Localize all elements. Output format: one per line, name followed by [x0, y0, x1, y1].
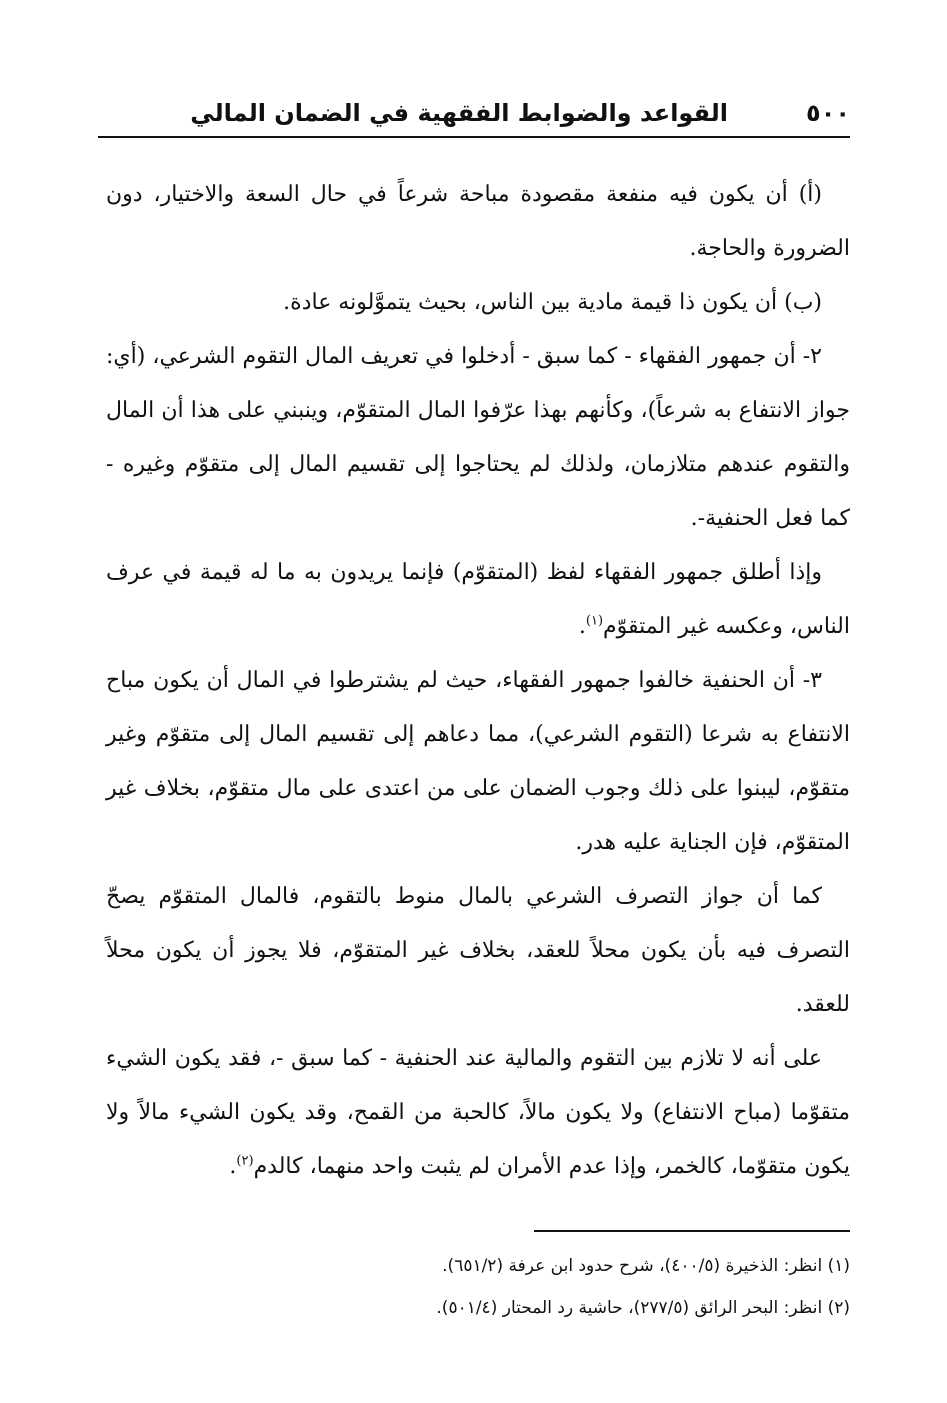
paragraph-text: (أ) أن يكون فيه منفعة مقصودة مباحة شرعاً في حال السعة والاختيار، دون الضرورة والحاجة.: [106, 182, 850, 261]
footnote-ref-2[interactable]: (٢): [236, 1153, 254, 1169]
running-title: القواعد والضوابط الفقهية في الضمان المالي: [190, 99, 728, 127]
paragraph-text: وإذا أطلق جمهور الفقهاء لفظ (المتقوّم) فإنما يريدون به ما له قيمة في عرف الناس، وعكسه غير المتقوّم: [106, 560, 850, 639]
paragraph-text: كما أن جواز التصرف الشرعي بالمال منوط بالتقوم، فالمال المتقوّم يصحّ التصرف فيه بأن يكون محلاً للعقد، بخلاف غير المتقوّم، فلا يجوز أن يكون محلاً للعقد.: [106, 884, 850, 1017]
paragraph-text: ٢- أن جمهور الفقهاء - كما سبق - أدخلوا في تعريف المال التقوم الشرعي، (أي: جواز الانتفاع به شرعاً)، وكأنهم بهذا عرّفوا المال المتقوّم، وينبني على هذا أن المال والتقوم عندهم متلازمان، ولذلك لم يحتاجوا إلى تقسيم المال إلى متقوّم وغيره - كما فعل الحنفية-.: [106, 344, 850, 531]
paragraph-disposal: [106, 870, 850, 1032]
paragraph-a: [106, 168, 850, 276]
main-text: [106, 168, 850, 1194]
paragraph-text: ٣- أن الحنفية خالفوا جمهور الفقهاء، حيث لم يشترطوا في المال أن يكون مباح الانتفاع به شرعا (التقوم الشرعي)، مما دعاهم إلى تقسيم المال إلى متقوّم وغير متقوّم، ليبنوا على ذلك وجوب الضمان على من اعتدى على مال متقوّم، بخلاف غير المتقوّم، فإن الجناية عليه هدر.: [106, 668, 850, 855]
header-rule: [98, 136, 850, 138]
page-number: ٥٠٠: [806, 99, 850, 127]
footnote-separator: [534, 1230, 850, 1232]
footnote-2: (٢) انظر: البحر الرائق (٢٧٧/٥)، حاشية رد المحتار (٥٠١/٤).: [436, 1298, 850, 1318]
running-header: [98, 98, 850, 138]
paragraph-3: [106, 654, 850, 870]
paragraph-2: [106, 330, 850, 546]
footnote-ref-1[interactable]: (١): [585, 613, 604, 629]
paragraph-no-correlation: على أنه لا تلازم بين التقوم والمالية عند الحنفية - كما سبق -، فقد يكون الشيء متقوّما (مباح الانتفاع) ولا يكون مالاً، كالحبة من القمح، وقد يكون الشيء مالاً ولا يكون متقوّما، كالخمر، وإذا عدم الأمران لم يثبت واحد منهما، كالدم$^{(٢)}$.: [106, 1046, 850, 1179]
footnote-1: (١) انظر: الذخيرة (٤٠٠/٥)، شرح حدود ابن عرفة (٦٥١/٢).: [442, 1256, 850, 1276]
footnotes: [106, 1245, 850, 1329]
paragraph-text: (ب) أن يكون ذا قيمة مادية بين الناس، بحيث يتموَّلونه عادة.: [283, 290, 822, 315]
paragraph-majority-definition: وإذا أطلق جمهور الفقهاء لفظ (المتقوّم) فإنما يريدون به ما له قيمة في عرف الناس، وعكسه غير المتقوّم$^{(١)}$.: [106, 560, 850, 639]
paragraph-text: على أنه لا تلازم بين التقوم والمالية عند الحنفية - كما سبق -، فقد يكون الشيء متقوّما (مباح الانتفاع) ولا يكون مالاً، كالحبة من القمح، وقد يكون الشيء مالاً ولا يكون متقوّما، كالخمر، وإذا عدم الأمران لم يثبت واحد منهما، كالدم: [106, 1046, 850, 1179]
paragraph-b: [106, 276, 850, 330]
